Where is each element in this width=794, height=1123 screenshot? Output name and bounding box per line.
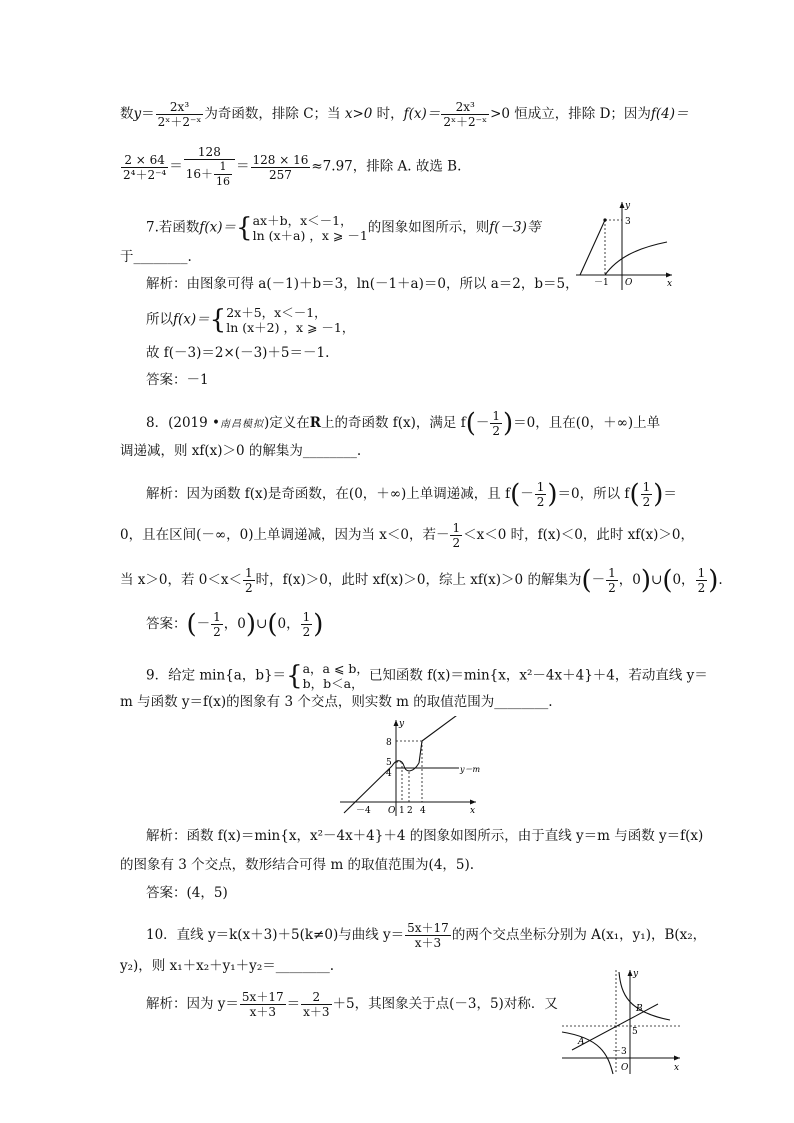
fraction: [405, 921, 451, 950]
fraction: [606, 566, 618, 595]
tick-label: －1: [594, 278, 609, 288]
text: 的图象如图所示，则: [367, 219, 490, 236]
origin-label: O: [625, 278, 633, 288]
denominator: 2: [245, 581, 253, 595]
label: 解析：: [146, 276, 187, 292]
q9-graph: [334, 716, 482, 820]
q7-line1: [146, 213, 540, 243]
text: ＋5，其图象关于点(－3，5)对称．又: [332, 996, 558, 1012]
q8-sol-line2: [120, 521, 694, 550]
numerator: 128: [184, 145, 235, 160]
denominator: x＋3: [303, 1005, 330, 1019]
text: 16＋: [185, 167, 214, 181]
text: 解析：因为函数 f(x)是奇函数，在(0，＋∞)上单调递减，且 f: [146, 486, 511, 502]
numerator: 2x³: [156, 100, 204, 115]
text: 当 x＞0，若 0＜x＜: [120, 572, 242, 588]
axis-label: y: [633, 969, 639, 979]
q10-line2: y₂)，则 x₁＋x₂＋y₁＋y₂＝________.: [120, 958, 335, 974]
sol6-line2: [120, 145, 461, 189]
text: f(－3)等: [489, 219, 541, 236]
text: 为奇函数，排除 C；当: [204, 106, 341, 122]
tick-label: 5: [386, 758, 392, 768]
text: 7.若函数: [146, 219, 200, 236]
text: 由图象可得 a(－1)＋b＝3，ln(－1＋a)＝0，所以 a＝2，b＝5，: [186, 276, 579, 292]
tick-label: 4: [420, 806, 426, 816]
numerator: 1: [452, 521, 461, 535]
fraction: [301, 990, 331, 1019]
text: ≈7.97，排除 A. 故选 B.: [311, 158, 462, 175]
var: x>0: [344, 106, 373, 122]
text: ＝0，所以 f: [557, 486, 630, 502]
fraction: [696, 566, 708, 595]
q9-sol-line2: 的图象有 3 个交点，数形结合可得 m 的取值范围为(4，5).: [120, 857, 475, 873]
text: 上的奇函数 f(x)，满足 f: [320, 415, 466, 431]
denominator: 2ˣ＋2⁻ˣ: [157, 115, 202, 129]
paren: (: [581, 565, 592, 596]
text: ＝0，且在(0，＋∞)上单: [513, 415, 661, 431]
denominator: 2: [608, 581, 616, 595]
tick-label: 3: [625, 217, 631, 227]
denominator: 2ˣ＋2⁻ˣ: [443, 115, 488, 129]
numerator: 1: [492, 409, 501, 423]
q7-sol-line1: [146, 274, 579, 294]
numerator: 5x＋17: [407, 921, 449, 935]
paren: ): [640, 565, 651, 596]
numerator: 1: [245, 566, 253, 580]
text: 时，f(x)＞0，此时 xf(x)＞0，综上 xf(x)＞0 的解集为: [255, 572, 582, 588]
q10-sol-line1: [146, 990, 558, 1019]
paren: ): [547, 479, 558, 510]
fraction: [214, 160, 232, 189]
numerator: 1: [302, 610, 311, 624]
paren: ): [503, 408, 514, 439]
tick-label: 8: [386, 738, 392, 748]
fraction: [211, 610, 223, 639]
fraction: [450, 521, 462, 550]
paren: (: [465, 408, 476, 439]
paren: ): [245, 609, 257, 640]
sol6-line1: [120, 100, 689, 129]
text: －: [591, 572, 606, 588]
text: －: [475, 415, 490, 431]
axis-label: y: [625, 201, 631, 211]
paren: (: [186, 609, 197, 640]
case: ln (x＋a) ，x ⩾ －1: [252, 228, 368, 243]
numerator: 1: [536, 480, 545, 494]
axis-label: x: [667, 279, 673, 289]
text: ∪: [651, 572, 663, 588]
text: 的两个交点坐标分别为 A(x₁，y₁)，B(x₂，: [451, 927, 707, 943]
text: 0，且在区间(－∞，0)上单调递减，因为当 x＜0，若－: [120, 527, 450, 543]
text: 0，: [672, 572, 695, 588]
var: f(x)＝: [403, 106, 441, 122]
text: ＜x＜0 时，f(x)＜0，此时 xf(x)＞0，: [463, 527, 694, 543]
q8-answer: [146, 610, 323, 639]
fraction: [441, 100, 489, 129]
q7-answer: 答案：－1: [146, 372, 209, 388]
numerator: 128 × 16: [252, 152, 309, 167]
denominator: 257: [268, 167, 292, 182]
denominator: 2⁴＋2⁻⁴: [123, 167, 167, 182]
q10-line1: [146, 921, 706, 950]
text: ＝: [236, 158, 250, 175]
text: 8．(2019 •: [146, 415, 220, 431]
text: 数: [120, 106, 134, 122]
denominator: 2: [213, 625, 221, 639]
tick-label: 5: [632, 1027, 638, 1037]
case: a，a ⩽ b，: [302, 661, 369, 676]
text: ∪: [256, 616, 268, 632]
text: 0，: [277, 616, 300, 632]
fraction: [184, 145, 235, 189]
denominator: [184, 160, 235, 189]
axis-label: y: [399, 719, 405, 729]
case: ln (x＋2) ，x ⩾ －1，: [226, 320, 355, 335]
text: 已知函数 f(x)＝min{x，x²－4x＋4}＋4，若动直线 y＝: [368, 667, 708, 684]
text: ＝: [169, 158, 183, 175]
case: ax＋b，x＜－1，: [252, 213, 353, 228]
brace: {: [286, 661, 303, 691]
case: 2x＋5，x＜－1，: [226, 305, 327, 320]
tick-label: 1: [399, 806, 405, 816]
q7-line2: 于________.: [120, 249, 192, 265]
fraction: [243, 566, 255, 595]
text: >0 恒成立，排除 D；因为: [490, 106, 651, 122]
text: ＝: [286, 996, 301, 1012]
denominator: 2: [452, 536, 461, 550]
label: 答案：: [146, 616, 187, 632]
fraction: [641, 480, 653, 509]
denominator: 2: [492, 424, 501, 438]
numerator: 2x³: [441, 100, 489, 115]
tick-label: 4: [386, 769, 392, 779]
axis-label: x: [470, 806, 476, 816]
fraction: [301, 610, 313, 639]
var: f(4)＝: [650, 106, 689, 122]
paren: (: [510, 479, 521, 510]
text: ，0: [223, 616, 246, 632]
brace: {: [236, 213, 253, 243]
fraction: [156, 100, 204, 129]
denominator: x＋3: [414, 936, 442, 950]
paren: ): [653, 479, 664, 510]
q7-sol-line2: [146, 305, 354, 335]
tag: 南昌模拟: [219, 419, 264, 430]
text: ＝: [663, 486, 677, 502]
case: b，b＜a，: [302, 676, 364, 691]
paren: (: [629, 479, 640, 510]
var: y: [133, 106, 142, 122]
denominator: x＋3: [249, 1005, 276, 1019]
piecewise: [253, 213, 368, 243]
text: )定义在: [263, 415, 310, 431]
paren: (: [267, 609, 278, 640]
q9-sol-line1: 解析：函数 f(x)＝min{x，x²－4x＋4}＋4 的图象如图所示，由于直线 y＝m 与函数 y＝f(x): [146, 828, 704, 844]
point-label: B: [636, 1004, 643, 1014]
tick-label: －4: [356, 806, 371, 816]
q8-sol-line1: [146, 480, 677, 509]
numerator: 1: [697, 566, 706, 580]
q8-line1: [146, 409, 660, 438]
origin-label: O: [388, 806, 396, 816]
text: 时，: [376, 106, 404, 122]
numerator: 1: [214, 160, 232, 175]
paren: ): [313, 609, 324, 640]
fraction: [240, 990, 286, 1019]
text: ，0: [618, 572, 641, 588]
q9-answer: 答案：(4，5): [146, 885, 228, 901]
denominator: 2: [536, 495, 545, 509]
denominator: 2: [697, 581, 706, 595]
fraction: [121, 153, 168, 182]
axis-label: x: [674, 1063, 680, 1073]
paren: ): [708, 565, 719, 596]
piecewise: [226, 305, 354, 335]
fraction: [251, 153, 311, 182]
tick-label: －3: [612, 1047, 627, 1057]
q9-line2: m 与函数 y＝f(x)的图象有 3 个交点，则实数 m 的取值范围为________.: [120, 694, 553, 710]
origin-label: O: [621, 1063, 629, 1073]
numerator: 2 × 64: [121, 153, 168, 168]
text: 9．给定 min{a，b}＝: [146, 667, 287, 684]
paren: (: [662, 565, 673, 596]
text: R: [309, 415, 321, 431]
q8-sol-line3: 当 x＞0，若 0＜x＜ $\frac{1}{2}$ 时，f(x)＞0，此时 xf(x)＞0，综上 xf(x)＞0 的解集为(－ $\frac{1}{2}$ ，0)∪(0， $\frac{1}{2}$ ).: [120, 565, 723, 596]
q9-line1: [146, 661, 708, 691]
q7-graph: [572, 198, 676, 294]
point-label: A: [578, 1037, 585, 1047]
numerator: 2: [301, 990, 331, 1005]
q7-sol-line3: 故 f(－3)＝2×(－3)＋5＝－1.: [146, 345, 330, 361]
text: ＝: [141, 106, 155, 122]
numerator: 1: [642, 480, 651, 494]
text: －: [520, 486, 534, 502]
numerator: 1: [608, 566, 616, 580]
text: 10．直线 y＝k(x＋3)＋5(k≠0)与曲线 y＝: [146, 927, 405, 943]
var: f(x)＝: [173, 311, 210, 328]
fraction: [490, 409, 502, 438]
q10-graph: [558, 966, 686, 1078]
fraction: [535, 480, 547, 509]
tick-label: 2: [407, 806, 413, 816]
q8-line2: 调递减，则 xf(x)＞0 的解集为________.: [120, 443, 362, 459]
denominator: 16: [216, 175, 231, 188]
text: －: [196, 616, 211, 632]
numerator: 5x＋17: [241, 990, 284, 1004]
line-label: y＝m: [460, 765, 481, 774]
denominator: 2: [642, 495, 651, 509]
piecewise: [303, 661, 369, 691]
brace: {: [209, 305, 227, 335]
denominator: 2: [302, 625, 311, 639]
numerator: 1: [213, 610, 221, 624]
var: f(x)＝: [199, 219, 237, 236]
text: 解析：因为 y＝: [146, 996, 239, 1012]
text: 所以: [146, 311, 173, 328]
